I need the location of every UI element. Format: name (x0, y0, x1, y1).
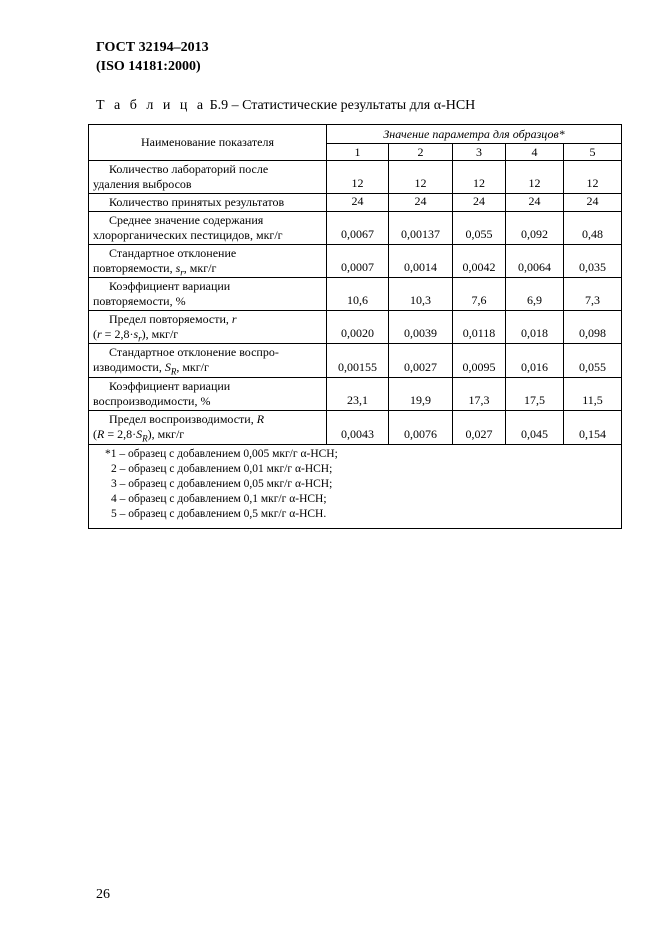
value-cell: 24 (389, 194, 453, 212)
indicator-name-line1: Количество принятых результатов (109, 195, 285, 209)
indicator-name-cell (89, 212, 327, 245)
value-cell: 7,3 (564, 278, 622, 311)
footnote-line: *1 – образец с добавлением 0,005 мкг/г α-HCH; (105, 448, 338, 460)
footnote-line: 4 – образец с добавлением 0,1 мкг/г α-HCH; (111, 493, 327, 505)
table-row (89, 378, 622, 411)
value-cell: 23,1 (327, 378, 389, 411)
value-cell: 0,00137 (389, 212, 453, 245)
sample-number-header: 2 (389, 144, 453, 161)
value-cell: 17,3 (453, 378, 506, 411)
indicator-name-cell (89, 161, 327, 194)
sample-number-header: 1 (327, 144, 389, 161)
indicator-name-line2: $(R = 2,8\cdot S_R)$, мкг/г (93, 427, 185, 444)
table-caption (96, 98, 475, 114)
indicator-name-cell (89, 245, 327, 278)
value-cell: 0,0007 (327, 245, 389, 278)
footnote-line: 5 – образец с добавлением 0,5 мкг/г α-HCH. (111, 508, 327, 520)
indicator-name-cell (89, 344, 327, 378)
indicator-name-line1: Предел воспроизводимости, R (109, 412, 265, 426)
value-cell: 0,0014 (389, 245, 453, 278)
indicator-name-line2: воспроизводимости, % (93, 394, 211, 408)
value-cell: 0,48 (564, 212, 622, 245)
value-cell: 0,098 (564, 311, 622, 344)
page-number: 26 (96, 887, 110, 902)
value-cell: 24 (506, 194, 564, 212)
table-row (89, 212, 622, 245)
indicator-name-line1: Стандартное отклонение воспро- (109, 345, 279, 359)
indicator-name-line1: Количество лабораторий после (109, 162, 269, 176)
value-cell: 0,0043 (327, 411, 389, 445)
indicator-name-cell (89, 378, 327, 411)
value-cell: 10,6 (327, 278, 389, 311)
value-cell: 12 (389, 161, 453, 194)
value-cell: 0,0042 (453, 245, 506, 278)
column-header-group: Значение параметра для образцов* (327, 125, 622, 144)
value-cell: 0,055 (564, 344, 622, 378)
caption-text: Б.9 – Статистические результаты для α-HCH (206, 98, 476, 113)
value-cell: 0,016 (506, 344, 564, 378)
value-cell: 24 (327, 194, 389, 212)
table-row (89, 245, 622, 278)
indicator-name-line1: Стандартное отклонение (109, 246, 237, 260)
value-cell: 7,6 (453, 278, 506, 311)
table-row (89, 411, 622, 445)
indicator-name-line2: $(r = 2,8\cdot s_r)$, мкг/г (93, 327, 179, 344)
indicator-name-line1: Коэффициент вариации (109, 279, 231, 293)
footnote-line: 3 – образец с добавлением 0,05 мкг/г α-HCH; (111, 478, 333, 490)
value-cell: 0,045 (506, 411, 564, 445)
table-row (89, 278, 622, 311)
value-cell: 11,5 (564, 378, 622, 411)
indicator-name-line2: хлорорганических пестицидов, мкг/г (93, 228, 283, 242)
caption-prefix: Т а б л и ц а (96, 98, 207, 113)
table-footnotes (89, 445, 622, 529)
statistics-table (88, 124, 622, 529)
value-cell: 12 (506, 161, 564, 194)
value-cell: 6,9 (506, 278, 564, 311)
sample-number-header: 3 (453, 144, 506, 161)
value-cell: 0,0095 (453, 344, 506, 378)
value-cell: 17,5 (506, 378, 564, 411)
value-cell: 0,0039 (389, 311, 453, 344)
value-cell: 12 (564, 161, 622, 194)
column-header-name: Наименование показателя (89, 125, 327, 161)
table-row (89, 194, 622, 212)
indicator-name-cell (89, 411, 327, 445)
value-cell: 12 (453, 161, 506, 194)
value-cell: 0,035 (564, 245, 622, 278)
indicator-name-line1: Предел повторяемости, r (109, 312, 237, 326)
value-cell: 0,0027 (389, 344, 453, 378)
iso-reference: (ISO 14181:2000) (96, 59, 201, 74)
value-cell: 0,0076 (389, 411, 453, 445)
document-header (96, 38, 209, 76)
indicator-name-line1: Среднее значение содержания (109, 213, 264, 227)
indicator-name-line2: повторяемости, $s_r$, мкг/г (93, 261, 217, 278)
value-cell: 24 (564, 194, 622, 212)
value-cell: 0,00155 (327, 344, 389, 378)
value-cell: 0,0020 (327, 311, 389, 344)
value-cell: 0,055 (453, 212, 506, 245)
indicator-name-cell (89, 311, 327, 344)
value-cell: 12 (327, 161, 389, 194)
value-cell: 0,154 (564, 411, 622, 445)
sample-number-header: 5 (564, 144, 622, 161)
value-cell: 0,027 (453, 411, 506, 445)
table-row (89, 344, 622, 378)
sample-number-header: 4 (506, 144, 564, 161)
indicator-name-cell (89, 194, 327, 212)
value-cell: 0,092 (506, 212, 564, 245)
value-cell: 10,3 (389, 278, 453, 311)
indicator-name-line2: повторяемости, % (93, 294, 186, 308)
value-cell: 0,0064 (506, 245, 564, 278)
indicator-name-line2: изводимости, $S_R$, мкг/г (93, 360, 209, 377)
value-cell: 19,9 (389, 378, 453, 411)
value-cell: 24 (453, 194, 506, 212)
indicator-name-cell (89, 278, 327, 311)
value-cell: 0,018 (506, 311, 564, 344)
standard-number: ГОСТ 32194–2013 (96, 40, 209, 55)
indicator-name-line2: удаления выбросов (93, 177, 192, 191)
value-cell: 0,0118 (453, 311, 506, 344)
table-row (89, 161, 622, 194)
indicator-name-line1: Коэффициент вариации (109, 379, 231, 393)
table-row (89, 311, 622, 344)
footnote-line: 2 – образец с добавлением 0,01 мкг/г α-HCH; (111, 463, 333, 475)
value-cell: 0,0067 (327, 212, 389, 245)
